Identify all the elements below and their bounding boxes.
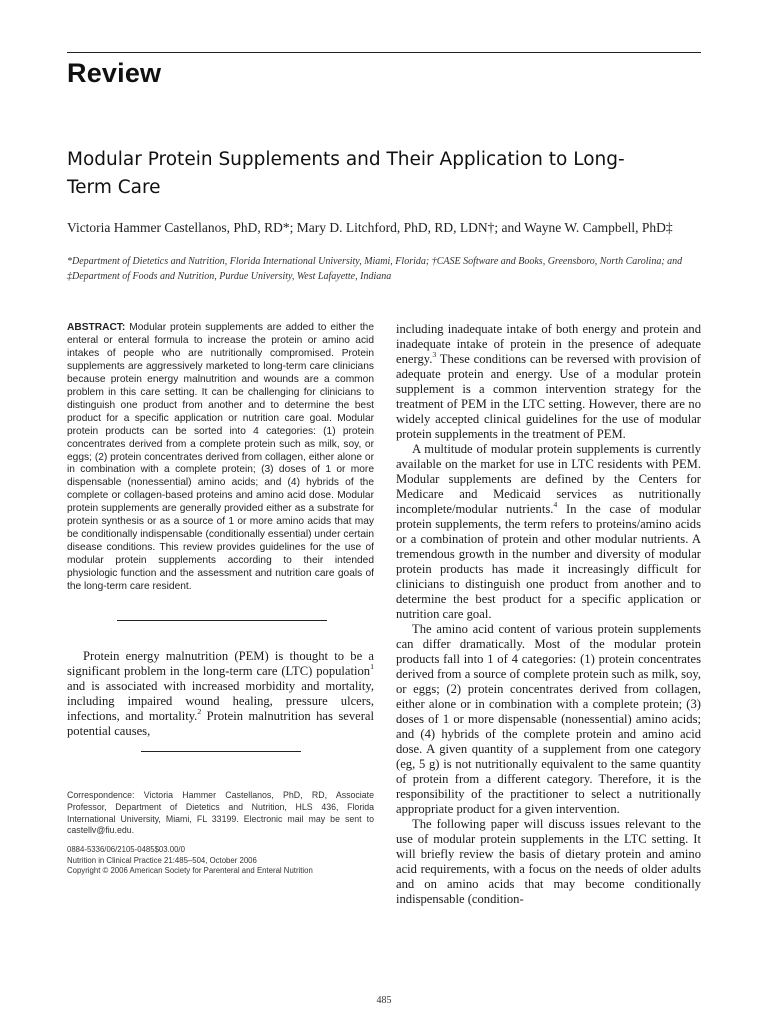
journal-citation: Nutrition in Clinical Practice 21:485–504, October 2006 [67, 855, 257, 865]
intro-text-c: Protein malnutrition has several potential causes, [67, 709, 374, 739]
reference-4: 4 [553, 499, 558, 509]
section-label: Review [67, 58, 162, 88]
body-paragraph-4: The following paper will discuss issues relevant to the use of modular protein supplements in the LTC setting. It will briefly review the basis of dietary protein and amino acid requirements, with a focus on the needs of older adults and on amino acids that may become conditionally indispensable (condition- [396, 817, 701, 906]
left-column [67, 322, 374, 876]
body-paragraph-2 [396, 442, 701, 622]
correspondence-note: Correspondence: Victoria Hammer Castellanos, PhD, RD, Associate Professor, Department of Dietetics and Nutrition, HLS 436, Florida International University, Miami, FL 33199. Electronic mail may be sent to castellv@fiu.edu. [67, 790, 374, 836]
reference-3: 3 [432, 349, 437, 359]
abstract [67, 322, 374, 594]
page-number: 485 [376, 995, 392, 1006]
right-column [396, 322, 701, 907]
abstract-divider [117, 620, 327, 621]
intro-paragraph [67, 649, 374, 739]
reference-2: 2 [197, 706, 202, 716]
publication-info [67, 845, 374, 876]
author-list: Victoria Hammer Castellanos, PhD, RD*; Mary D. Litchford, PhD, RD, LDN†; and Wayne W. Campbell, PhD‡ [67, 220, 673, 235]
abstract-label: ABSTRACT: [67, 322, 126, 333]
body-paragraph-3: The amino acid content of various protein supplements can differ dramatically. Most of the modular protein products fall into 1 of 4 categories: (1) protein concentrates derived from a source of complete protein such as milk, soy, or eggs; (2) protein concentrates derived from collagen, either alone or in combination with a complete protein; (3) doses of 1 or more dispensable (nonessential) amino acids; and (4) hybrids of the complete protein and amino acid dose. A given quantity of a supplement from one category (eg, 5 g) is not nutritionally equivalent to the same quantity of protein from a different category. Therefore, it is the responsibility of the practitioner to select a nutritionally appropriate product for a given intervention. [396, 622, 701, 816]
body-p2-text-b: In the case of modular protein supplements, the term refers to proteins/amino acids or a combination of protein and other modular nutrients. A tremendous growth in the number and diversity of modular protein products has made it increasingly difficult for clinicians to distinguish one product from another and to determine the best product for a specific application or nutrition care goal. [396, 502, 702, 621]
body-p2-text-a: A multitude of modular protein supplements is currently available on the market for use in LTC residents with PEM. Modular supplements are defined by the Centers for Medicare and Medicaid services as nutritionally incomplete/modular nutrients. [396, 442, 701, 516]
intro-text-a: Protein energy malnutrition (PEM) is thought to be a significant problem in the long-term care (LTC) population [67, 649, 374, 679]
footnote-divider [141, 751, 301, 752]
body-paragraph-1 [396, 322, 701, 442]
article-code: 0884-5336/06/2105-0485$03.00/0 [67, 845, 185, 855]
intro-text-b: and is associated with increased morbidity and mortality, including impaired wound healing, pressure ulcers, infections, and mortality. [67, 679, 374, 724]
copyright-line: Copyright © 2006 American Society for Parenteral and Enteral Nutrition [67, 866, 313, 876]
header-rule [67, 52, 701, 53]
body-p1-text-b: These conditions can be reversed with provision of adequate protein and energy. Use of a modular protein supplement is a common intervention strategy for the treatment of PEM in the LTC setting. However, there are no widely accepted clinical guidelines for the use of modular protein supplements in the treatment of PEM. [396, 352, 701, 441]
body-p1-text-a: including inadequate intake of both energy and protein and inadequate intake of protein in the presence of adequate energy. [396, 322, 701, 366]
author-affiliations: *Department of Dietetics and Nutrition, Florida International University, Miami, Florida; †CASE Software and Books, Greensboro, North Carolina; and ‡Department of Foods and Nutrition, Purdue University, West Lafayette, Indiana [67, 256, 683, 282]
abstract-text: Modular protein supplements are added to either the enteral or enteral formula to increase the protein or amino acid intakes of people who are nutritionally compromised. Protein supplements are aggressively marketed to long-term care clinicians because protein energy malnutrition and wounds are a common problem in this care setting. It can be challenging for clinicians to distinguish one product from another and to determine the best product for a specific application or nutrition care goal. Modular protein products can be sorted into 4 categories: (1) protein concentrates derived from a complete protein such as milk, soy, or eggs; (2) protein concentrates derived from collagen, either alone or in combination with a complete protein; (3) doses of 1 or more dispensable (nonessential) amino acids; and (4) hybrids of the complete or collagen-based proteins and amino acid dose. Modular protein supplements are generally provided either as a substrate for protein synthesis or as a source of 1 or more amino acids that may be conditionally indispensable (conditionally essential) under certain disease conditions. This review provides guidelines for the use of modular protein supplements according to their intended physiologic function and the assessment and nutrition care goals of the long-term care resident. [67, 322, 374, 593]
reference-1: 1 [370, 661, 374, 671]
article-title: Modular Protein Supplements and Their Application to Long-Term Care [67, 149, 625, 198]
